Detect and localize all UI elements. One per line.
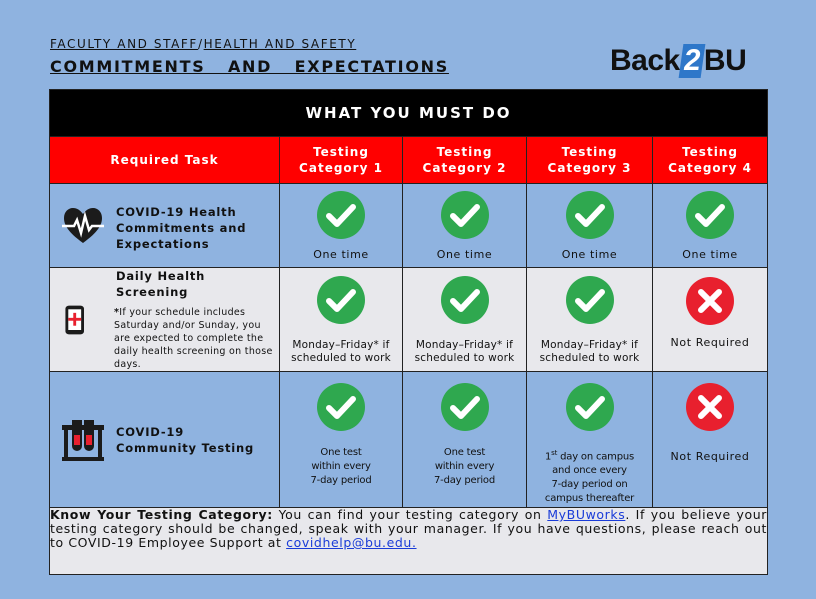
- phone-plus-icon: [64, 295, 94, 345]
- r3-cat4: Not Required: [653, 372, 768, 508]
- x-icon: [685, 382, 735, 432]
- task-health-commitments: COVID-19 Health Commitments and Expectations: [50, 184, 280, 268]
- breadcrumb-separator: /: [197, 37, 204, 51]
- mybuworks-link[interactable]: MyBUworks: [547, 507, 626, 522]
- task-community-testing: COVID-19 Community Testing: [50, 372, 280, 508]
- task-daily-screening: Daily Health Screening *If your schedule includes Saturday and/or Sunday, you are expected to complete the daily health screening on those days.: [50, 268, 280, 372]
- note-lead: Know Your Testing Category:: [50, 507, 273, 522]
- test-tubes-icon: [62, 419, 104, 461]
- col-header-cat1: Testing Category 1: [280, 137, 403, 184]
- r2-cat3: Monday–Friday* if scheduled to work: [527, 268, 653, 372]
- r1-cat2: One time: [403, 184, 527, 268]
- page-title: COMMITMENTS AND EXPECTATIONS: [50, 57, 449, 76]
- check-icon: [685, 190, 735, 240]
- r2-cat4: Not Required: [653, 268, 768, 372]
- r2-cat1: Monday–Friday* if scheduled to work: [280, 268, 403, 372]
- check-icon: [440, 190, 490, 240]
- check-icon: [316, 190, 366, 240]
- col-header-cat4: Testing Category 4: [653, 137, 768, 184]
- covidhelp-email-link[interactable]: covidhelp@bu.edu.: [286, 535, 417, 550]
- testing-category-note: Know Your Testing Category: You can find your testing category on MyBUworks. If you believe your testing category should be changed, speak with your manager. If you have questions, please reach out to COVID-19 Employee Support at covidhelp@bu.edu.: [50, 508, 768, 575]
- requirements-table: [49, 89, 768, 575]
- col-header-cat3: Testing Category 3: [527, 137, 653, 184]
- x-icon: [685, 276, 735, 326]
- heart-pulse-icon: [62, 205, 104, 247]
- r3-cat2: One test within every 7-day period: [403, 372, 527, 508]
- back2bu-logo: Back2BU: [610, 44, 747, 77]
- col-header-task: Required Task: [50, 137, 280, 184]
- check-icon: [565, 382, 615, 432]
- check-icon: [565, 190, 615, 240]
- r1-cat4: One time: [653, 184, 768, 268]
- breadcrumb-health-safety[interactable]: HEALTH AND SAFETY: [203, 37, 357, 51]
- r2-cat2: Monday–Friday* if scheduled to work: [403, 268, 527, 372]
- col-header-cat2: Testing Category 2: [403, 137, 527, 184]
- check-icon: [316, 275, 366, 325]
- check-icon: [440, 275, 490, 325]
- check-icon: [316, 382, 366, 432]
- r3-cat3: 1st day on campus and once every 7-day period on campus thereafter: [527, 372, 653, 508]
- breadcrumb-faculty-staff[interactable]: FACULTY AND STAFF: [50, 37, 198, 51]
- check-icon: [565, 275, 615, 325]
- table-banner: WHAT YOU MUST DO: [50, 90, 768, 137]
- breadcrumb: [50, 37, 356, 51]
- r3-cat1: One test within every 7-day period: [280, 372, 403, 508]
- r1-cat3: One time: [527, 184, 653, 268]
- r1-cat1: One time: [280, 184, 403, 268]
- check-icon: [440, 382, 490, 432]
